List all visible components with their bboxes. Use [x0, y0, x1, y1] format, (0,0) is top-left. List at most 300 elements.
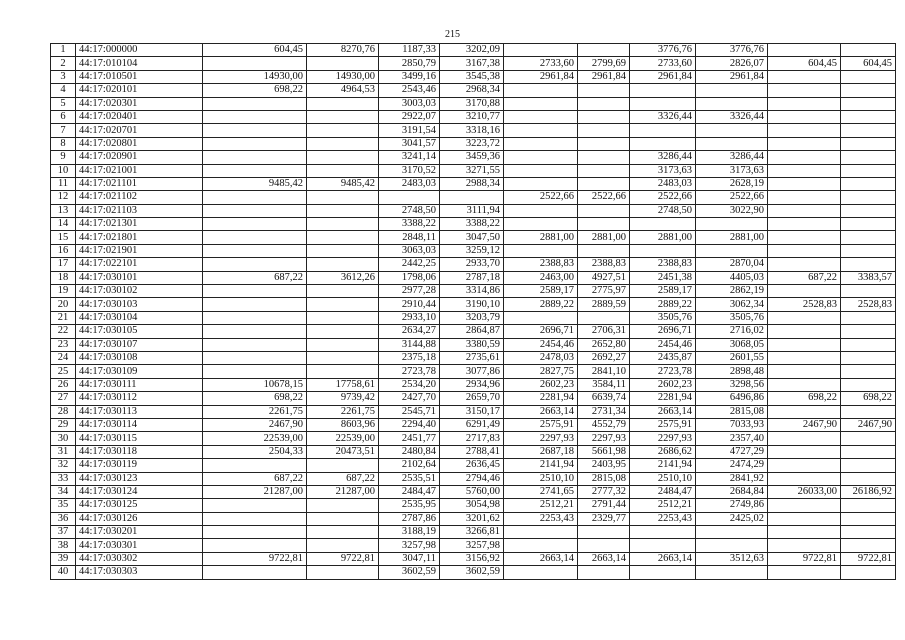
value-cell	[630, 97, 696, 110]
table-row	[51, 539, 896, 552]
value-cell: 2545,71	[379, 405, 440, 418]
value-cell	[768, 378, 841, 391]
value-cell	[203, 499, 307, 512]
cadastral-code-cell: 44:17:030201	[76, 526, 203, 539]
value-cell: 2297,93	[504, 432, 578, 445]
value-cell: 2294,40	[379, 418, 440, 431]
value-cell	[578, 84, 630, 97]
value-cell: 2717,83	[440, 432, 504, 445]
cadastral-code-cell: 44:17:020101	[76, 84, 203, 97]
value-cell	[578, 151, 630, 164]
value-cell: 2483,03	[379, 177, 440, 190]
value-cell: 2388,83	[504, 258, 578, 271]
value-cell: 2841,92	[696, 472, 768, 485]
value-cell: 2543,46	[379, 84, 440, 97]
value-cell: 2933,70	[440, 258, 504, 271]
value-cell: 2684,84	[696, 485, 768, 498]
value-cell: 2329,77	[578, 512, 630, 525]
table-row	[51, 499, 896, 512]
value-cell: 3612,26	[307, 271, 379, 284]
value-cell: 2696,71	[630, 325, 696, 338]
value-cell: 2961,84	[696, 70, 768, 83]
value-cell	[578, 526, 630, 539]
cadastral-code-cell: 44:17:030107	[76, 338, 203, 351]
cadastral-code-cell: 44:17:030126	[76, 512, 203, 525]
value-cell: 2483,03	[630, 177, 696, 190]
value-cell	[504, 244, 578, 257]
value-cell	[504, 526, 578, 539]
table-row	[51, 378, 896, 391]
row-index-cell: 9	[51, 151, 76, 164]
value-cell	[307, 365, 379, 378]
value-cell	[504, 218, 578, 231]
row-index-cell: 40	[51, 566, 76, 579]
value-cell	[578, 218, 630, 231]
value-cell	[203, 311, 307, 324]
value-cell	[203, 124, 307, 137]
value-cell	[578, 137, 630, 150]
table-row	[51, 459, 896, 472]
value-cell: 5760,00	[440, 485, 504, 498]
value-cell	[768, 472, 841, 485]
value-cell: 3388,22	[379, 218, 440, 231]
value-cell	[504, 44, 578, 57]
cadastral-code-cell: 44:17:030111	[76, 378, 203, 391]
value-cell	[578, 124, 630, 137]
value-cell	[630, 526, 696, 539]
value-cell: 2826,07	[696, 57, 768, 70]
value-cell: 3326,44	[696, 110, 768, 123]
table-row	[51, 405, 896, 418]
value-cell	[841, 459, 896, 472]
value-cell: 2692,27	[578, 351, 630, 364]
value-cell	[841, 204, 896, 217]
value-cell	[841, 378, 896, 391]
value-cell: 3068,05	[696, 338, 768, 351]
value-cell	[504, 164, 578, 177]
value-cell: 3223,72	[440, 137, 504, 150]
table-row	[51, 124, 896, 137]
value-cell	[203, 57, 307, 70]
value-cell: 3286,44	[630, 151, 696, 164]
value-cell	[203, 137, 307, 150]
value-cell: 2733,60	[630, 57, 696, 70]
value-cell: 3047,11	[379, 552, 440, 565]
cadastral-code-cell: 44:17:021301	[76, 218, 203, 231]
value-cell: 2706,31	[578, 325, 630, 338]
value-cell	[307, 566, 379, 579]
row-index-cell: 35	[51, 499, 76, 512]
value-cell: 3512,63	[696, 552, 768, 565]
table-row	[51, 325, 896, 338]
table-row	[51, 57, 896, 70]
value-cell: 3190,10	[440, 298, 504, 311]
value-cell: 2141,94	[504, 459, 578, 472]
value-cell: 2731,34	[578, 405, 630, 418]
table-row	[51, 392, 896, 405]
value-cell: 2467,90	[768, 418, 841, 431]
value-cell: 687,22	[203, 271, 307, 284]
value-cell: 604,45	[203, 44, 307, 57]
value-cell	[578, 539, 630, 552]
value-cell	[307, 110, 379, 123]
table-row	[51, 311, 896, 324]
value-cell: 2141,94	[630, 459, 696, 472]
value-cell: 2968,34	[440, 84, 504, 97]
row-index-cell: 38	[51, 539, 76, 552]
value-cell: 2827,75	[504, 365, 578, 378]
value-cell: 3257,98	[379, 539, 440, 552]
value-cell: 9485,42	[307, 177, 379, 190]
table-row	[51, 512, 896, 525]
value-cell: 3150,17	[440, 405, 504, 418]
value-cell: 687,22	[768, 271, 841, 284]
row-index-cell: 32	[51, 459, 76, 472]
value-cell	[768, 365, 841, 378]
value-cell: 3383,57	[841, 271, 896, 284]
value-cell: 3776,76	[630, 44, 696, 57]
value-cell	[841, 285, 896, 298]
value-cell: 687,22	[307, 472, 379, 485]
value-cell: 698,22	[203, 392, 307, 405]
value-cell: 2463,00	[504, 271, 578, 284]
value-cell	[768, 244, 841, 257]
value-cell	[578, 566, 630, 579]
table-row	[51, 244, 896, 257]
value-cell: 2478,03	[504, 351, 578, 364]
value-cell: 2788,41	[440, 445, 504, 458]
value-cell	[768, 445, 841, 458]
value-cell: 698,22	[841, 392, 896, 405]
cadastral-code-cell: 44:17:010104	[76, 57, 203, 70]
value-cell	[578, 97, 630, 110]
value-cell: 3257,98	[440, 539, 504, 552]
row-index-cell: 20	[51, 298, 76, 311]
value-cell: 3077,86	[440, 365, 504, 378]
value-cell: 5661,98	[578, 445, 630, 458]
value-cell: 3170,88	[440, 97, 504, 110]
value-cell	[578, 244, 630, 257]
value-cell	[578, 311, 630, 324]
value-cell	[504, 539, 578, 552]
row-index-cell: 23	[51, 338, 76, 351]
value-cell	[768, 566, 841, 579]
value-cell: 2512,21	[630, 499, 696, 512]
row-index-cell: 7	[51, 124, 76, 137]
row-index-cell: 29	[51, 418, 76, 431]
value-cell: 604,45	[841, 57, 896, 70]
value-cell	[203, 512, 307, 525]
cadastral-code-cell: 44:17:000000	[76, 44, 203, 57]
cadastral-code-cell: 44:17:030102	[76, 285, 203, 298]
value-cell: 2870,04	[696, 258, 768, 271]
value-cell	[696, 218, 768, 231]
value-cell: 2787,18	[440, 271, 504, 284]
table-row	[51, 97, 896, 110]
value-cell	[504, 566, 578, 579]
value-cell	[841, 445, 896, 458]
value-cell	[841, 218, 896, 231]
value-cell: 3584,11	[578, 378, 630, 391]
value-cell	[768, 499, 841, 512]
value-cell	[841, 164, 896, 177]
value-cell: 698,22	[203, 84, 307, 97]
value-cell: 2454,46	[504, 338, 578, 351]
value-cell	[307, 526, 379, 539]
row-index-cell: 3	[51, 70, 76, 83]
value-cell: 2425,02	[696, 512, 768, 525]
value-cell: 687,22	[203, 472, 307, 485]
value-cell	[768, 191, 841, 204]
table-row	[51, 485, 896, 498]
value-cell: 26033,00	[768, 485, 841, 498]
value-cell	[630, 218, 696, 231]
value-cell: 2735,61	[440, 351, 504, 364]
table-row	[51, 351, 896, 364]
value-cell: 3241,14	[379, 151, 440, 164]
value-cell	[768, 70, 841, 83]
value-cell	[768, 137, 841, 150]
row-index-cell: 31	[51, 445, 76, 458]
row-index-cell: 14	[51, 218, 76, 231]
value-cell	[841, 191, 896, 204]
value-cell	[841, 539, 896, 552]
value-cell	[307, 97, 379, 110]
value-cell: 20473,51	[307, 445, 379, 458]
value-cell	[841, 351, 896, 364]
value-cell: 698,22	[768, 392, 841, 405]
value-cell	[203, 298, 307, 311]
value-cell: 2889,59	[578, 298, 630, 311]
value-cell: 3545,38	[440, 70, 504, 83]
value-cell	[841, 338, 896, 351]
table-row	[51, 218, 896, 231]
value-cell: 2659,70	[440, 392, 504, 405]
table-row	[51, 137, 896, 150]
cadastral-code-cell: 44:17:022101	[76, 258, 203, 271]
value-cell	[768, 325, 841, 338]
value-cell: 9722,81	[841, 552, 896, 565]
value-cell	[841, 231, 896, 244]
table-row	[51, 445, 896, 458]
value-cell	[768, 459, 841, 472]
value-cell: 2961,84	[504, 70, 578, 83]
cadastral-code-cell: 44:17:030103	[76, 298, 203, 311]
cadastral-code-cell: 44:17:030303	[76, 566, 203, 579]
value-cell	[768, 151, 841, 164]
table-row	[51, 418, 896, 431]
table-row	[51, 566, 896, 579]
value-cell	[203, 325, 307, 338]
value-cell: 2575,91	[504, 418, 578, 431]
value-cell	[696, 539, 768, 552]
value-cell: 2881,00	[504, 231, 578, 244]
value-cell	[307, 191, 379, 204]
cadastral-code-cell: 44:17:030124	[76, 485, 203, 498]
value-cell: 3054,98	[440, 499, 504, 512]
value-cell: 2467,90	[841, 418, 896, 431]
value-cell	[203, 351, 307, 364]
value-cell: 2510,10	[504, 472, 578, 485]
value-cell	[696, 84, 768, 97]
value-cell	[440, 191, 504, 204]
value-cell	[841, 110, 896, 123]
value-cell	[841, 325, 896, 338]
value-cell	[841, 97, 896, 110]
value-cell: 2388,83	[578, 258, 630, 271]
value-cell: 1798,06	[379, 271, 440, 284]
value-cell	[307, 338, 379, 351]
value-cell: 2454,46	[630, 338, 696, 351]
value-cell: 2484,47	[630, 485, 696, 498]
table-row	[51, 44, 896, 57]
value-cell: 2467,90	[203, 418, 307, 431]
value-cell	[307, 164, 379, 177]
value-cell	[841, 405, 896, 418]
value-cell: 10678,15	[203, 378, 307, 391]
value-cell	[768, 204, 841, 217]
value-cell	[768, 432, 841, 445]
value-cell: 3144,88	[379, 338, 440, 351]
value-cell: 2504,33	[203, 445, 307, 458]
value-cell: 6291,49	[440, 418, 504, 431]
value-cell	[203, 365, 307, 378]
value-cell: 2589,17	[504, 285, 578, 298]
data-table	[50, 43, 896, 580]
row-index-cell: 11	[51, 177, 76, 190]
value-cell: 3041,57	[379, 137, 440, 150]
row-index-cell: 10	[51, 164, 76, 177]
value-cell: 9722,81	[768, 552, 841, 565]
value-cell	[203, 97, 307, 110]
value-cell	[841, 432, 896, 445]
value-cell	[768, 311, 841, 324]
value-cell: 2357,40	[696, 432, 768, 445]
value-cell: 2934,96	[440, 378, 504, 391]
value-cell: 2663,14	[578, 552, 630, 565]
cadastral-code-cell: 44:17:030101	[76, 271, 203, 284]
value-cell	[768, 97, 841, 110]
cadastral-code-cell: 44:17:030123	[76, 472, 203, 485]
value-cell	[841, 566, 896, 579]
value-cell	[841, 512, 896, 525]
row-index-cell: 33	[51, 472, 76, 485]
cadastral-code-cell: 44:17:030108	[76, 351, 203, 364]
table-row	[51, 164, 896, 177]
value-cell: 2522,66	[578, 191, 630, 204]
value-cell: 2253,43	[504, 512, 578, 525]
value-cell: 3022,90	[696, 204, 768, 217]
value-cell: 2881,00	[578, 231, 630, 244]
value-cell: 2663,14	[504, 405, 578, 418]
row-index-cell: 6	[51, 110, 76, 123]
value-cell: 2663,14	[630, 405, 696, 418]
value-cell	[307, 218, 379, 231]
table-row	[51, 432, 896, 445]
value-cell: 3111,94	[440, 204, 504, 217]
value-cell	[307, 151, 379, 164]
value-cell	[768, 526, 841, 539]
value-cell	[203, 258, 307, 271]
table-row	[51, 258, 896, 271]
value-cell	[504, 151, 578, 164]
table-row	[51, 204, 896, 217]
value-cell	[768, 164, 841, 177]
cadastral-code-cell: 44:17:021801	[76, 231, 203, 244]
value-cell: 2723,78	[630, 365, 696, 378]
value-cell: 2815,08	[696, 405, 768, 418]
cadastral-code-cell: 44:17:030112	[76, 392, 203, 405]
value-cell: 3062,34	[696, 298, 768, 311]
value-cell	[630, 137, 696, 150]
value-cell: 2663,14	[504, 552, 578, 565]
value-cell: 2575,91	[630, 418, 696, 431]
value-cell: 3188,19	[379, 526, 440, 539]
value-cell	[841, 472, 896, 485]
row-index-cell: 16	[51, 244, 76, 257]
value-cell: 2528,83	[768, 298, 841, 311]
value-cell: 2741,65	[504, 485, 578, 498]
value-cell: 2748,50	[379, 204, 440, 217]
value-cell: 17758,61	[307, 378, 379, 391]
value-cell: 2794,46	[440, 472, 504, 485]
value-cell: 2848,11	[379, 231, 440, 244]
value-cell: 2435,87	[630, 351, 696, 364]
table-body	[51, 44, 896, 580]
value-cell: 3063,03	[379, 244, 440, 257]
value-cell: 7033,93	[696, 418, 768, 431]
value-cell: 2474,29	[696, 459, 768, 472]
value-cell: 2297,93	[630, 432, 696, 445]
row-index-cell: 2	[51, 57, 76, 70]
row-index-cell: 30	[51, 432, 76, 445]
value-cell: 2791,44	[578, 499, 630, 512]
value-cell: 3505,76	[630, 311, 696, 324]
value-cell: 9485,42	[203, 177, 307, 190]
value-cell	[696, 124, 768, 137]
row-index-cell: 13	[51, 204, 76, 217]
value-cell: 3203,79	[440, 311, 504, 324]
value-cell: 2451,38	[630, 271, 696, 284]
value-cell: 8270,76	[307, 44, 379, 57]
table-row	[51, 177, 896, 190]
value-cell	[768, 84, 841, 97]
row-index-cell: 18	[51, 271, 76, 284]
cadastral-code-cell: 44:17:030113	[76, 405, 203, 418]
value-cell: 3314,86	[440, 285, 504, 298]
row-index-cell: 26	[51, 378, 76, 391]
value-cell: 21287,00	[307, 485, 379, 498]
row-index-cell: 17	[51, 258, 76, 271]
value-cell: 6496,86	[696, 392, 768, 405]
value-cell	[768, 351, 841, 364]
value-cell: 3201,62	[440, 512, 504, 525]
value-cell: 2687,18	[504, 445, 578, 458]
cadastral-code-cell: 44:17:030119	[76, 459, 203, 472]
value-cell	[578, 204, 630, 217]
value-cell: 2787,86	[379, 512, 440, 525]
value-cell	[768, 405, 841, 418]
table-row	[51, 472, 896, 485]
table-row	[51, 70, 896, 83]
value-cell: 3259,12	[440, 244, 504, 257]
value-cell	[630, 539, 696, 552]
value-cell	[630, 244, 696, 257]
value-cell	[307, 512, 379, 525]
value-cell: 3318,16	[440, 124, 504, 137]
cadastral-code-cell: 44:17:021103	[76, 204, 203, 217]
value-cell	[307, 351, 379, 364]
